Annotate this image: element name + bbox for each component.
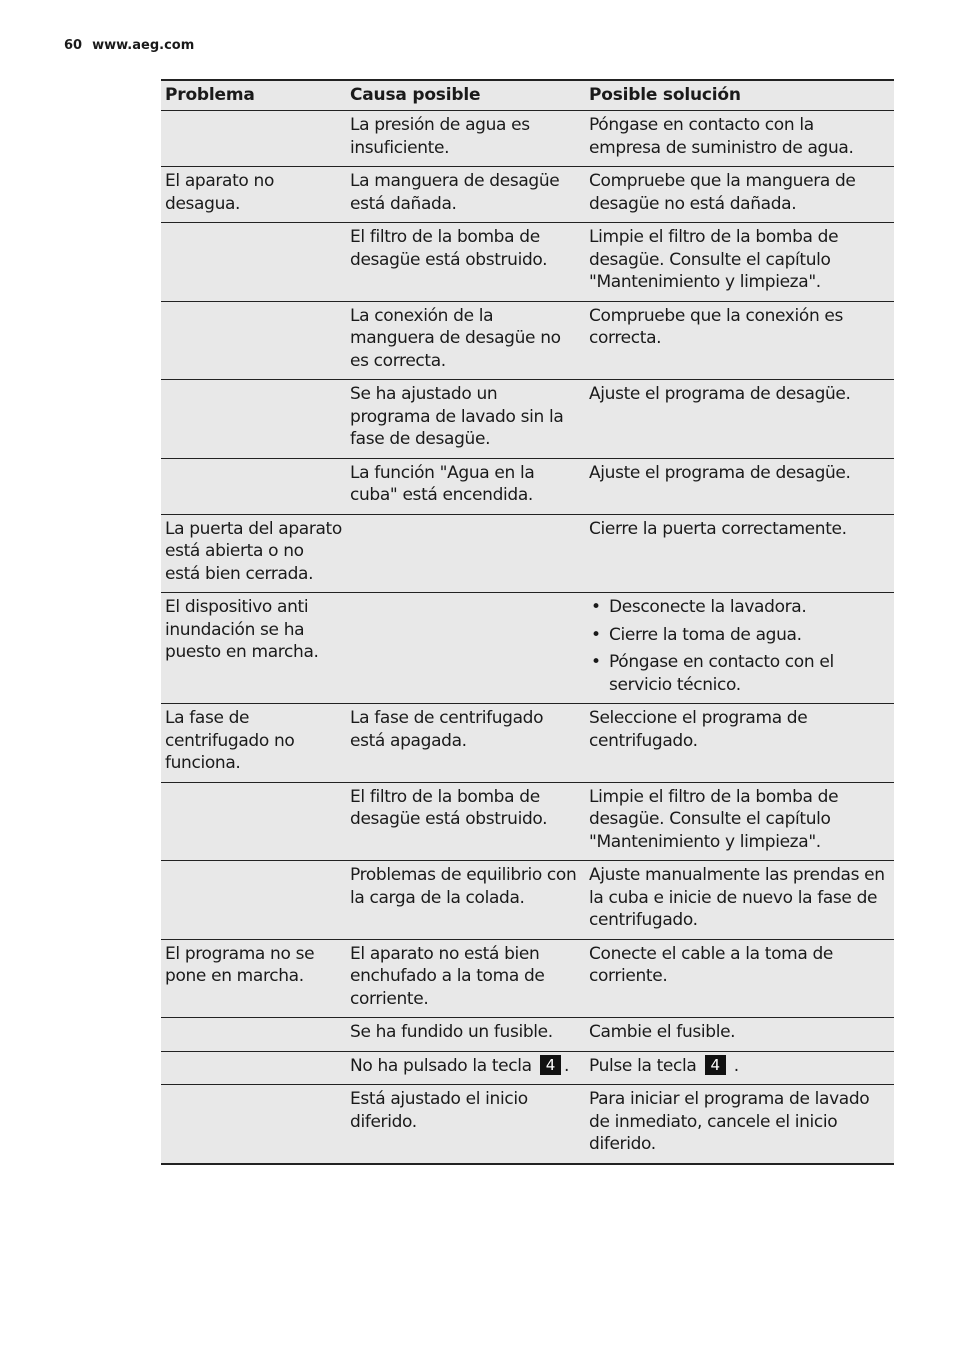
cause-cell: El filtro de la bomba de desagüe está obstruido. xyxy=(346,782,585,861)
problem-cell xyxy=(161,861,346,940)
problem-cell: El aparato no desagua. xyxy=(161,167,346,223)
problem-cell xyxy=(161,782,346,861)
page-header xyxy=(64,38,194,53)
problem-cell: La puerta del aparato está abierta o no está bien cerrada. xyxy=(161,514,346,593)
problem-cell xyxy=(161,380,346,459)
cause-cell xyxy=(346,593,585,704)
cause-cell: Está ajustado el inicio diferido. xyxy=(346,1085,585,1164)
table-row xyxy=(161,861,894,940)
page-number: 60 xyxy=(64,38,83,53)
bullet-item: • Desconecte la lavadora. xyxy=(591,597,807,617)
solution-cell: Para iniciar el programa de lavado de inmediato, cancele el inicio diferido. xyxy=(585,1085,894,1164)
solution-cell: Cambie el fusible. xyxy=(585,1018,894,1052)
problem-cell xyxy=(161,223,346,302)
bullet-item: • Cierre la toma de agua. xyxy=(591,624,802,645)
table-row xyxy=(161,458,894,514)
column-header-solution: Posible solución xyxy=(585,80,894,111)
solution-cell: Póngase en contacto con la empresa de suministro de agua. xyxy=(585,111,894,167)
cause-cell: La función "Agua en la cuba" está encendida. xyxy=(346,458,585,514)
cause-cell: Se ha ajustado un programa de lavado sin la fase de desagüe. xyxy=(346,380,585,459)
solution-cell: Ajuste el programa de desagüe. xyxy=(585,458,894,514)
solution-cell: Cierre la puerta correctamente. xyxy=(585,514,894,593)
table-row xyxy=(161,223,894,302)
bullet-item: • Póngase en contacto con el servicio técnico. xyxy=(591,652,834,695)
table-row xyxy=(161,1018,894,1052)
problem-cell xyxy=(161,458,346,514)
problem-cell: El dispositivo anti inundación se ha puesto en marcha. xyxy=(161,593,346,704)
column-header-cause: Causa posible xyxy=(346,80,585,111)
table-row xyxy=(161,301,894,380)
solution-cell: Limpie el filtro de la bomba de desagüe. Consulte el capítulo "Mantenimiento y limpieza". xyxy=(585,223,894,302)
solution-cell: Seleccione el programa de centrifugado. xyxy=(585,704,894,783)
bullet-icon: • xyxy=(591,597,601,617)
bullet-icon: • xyxy=(591,652,601,672)
solution-cell: Limpie el filtro de la bomba de desagüe. Consulte el capítulo "Mantenimiento y limpieza". xyxy=(585,782,894,861)
solution-cell: Pulse la tecla 4 . xyxy=(585,1051,894,1085)
cause-cell: La fase de centrifugado está apagada. xyxy=(346,704,585,783)
cause-cell: No ha pulsado la tecla 4 . xyxy=(346,1051,585,1085)
table-row xyxy=(161,593,894,704)
site-url: www.aeg.com xyxy=(92,38,195,53)
problem-cell xyxy=(161,301,346,380)
problem-cell xyxy=(161,1018,346,1052)
table-row xyxy=(161,167,894,223)
problem-cell xyxy=(161,1085,346,1164)
cause-cell: El aparato no está bien enchufado a la toma de corriente. xyxy=(346,939,585,1018)
cause-cell xyxy=(346,514,585,593)
cause-cell: La presión de agua es insuficiente. xyxy=(346,111,585,167)
cause-cell: La conexión de la manguera de desagüe no es correcta. xyxy=(346,301,585,380)
solution-cell: Compruebe que la manguera de desagüe no está dañada. xyxy=(585,167,894,223)
table-row xyxy=(161,782,894,861)
solution-cell: Ajuste el programa de desagüe. xyxy=(585,380,894,459)
table-row xyxy=(161,380,894,459)
problem-cell xyxy=(161,111,346,167)
solution-cell: Compruebe que la conexión es correcta. xyxy=(585,301,894,380)
key-4-icon: 4 xyxy=(540,1055,561,1075)
solution-cell: Conecte el cable a la toma de corriente. xyxy=(585,939,894,1018)
problem-cell: El programa no se pone en marcha. xyxy=(161,939,346,1018)
table-header-row xyxy=(161,80,894,111)
bullet-icon: • xyxy=(591,624,601,645)
table-row xyxy=(161,704,894,783)
solution-cell xyxy=(585,593,894,704)
solution-cell: Ajuste manualmente las prendas en la cuba e inicie de nuevo la fase de centrifugado. xyxy=(585,861,894,940)
table-row xyxy=(161,514,894,593)
cause-cell: La manguera de desagüe está dañada. xyxy=(346,167,585,223)
solution-bullet-list xyxy=(589,596,890,696)
problem-cell: La fase de centrifugado no funciona. xyxy=(161,704,346,783)
key-4-icon: 4 xyxy=(705,1055,726,1075)
table-row xyxy=(161,939,894,1018)
table-row xyxy=(161,1051,894,1085)
troubleshooting-table xyxy=(161,79,894,1165)
cause-cell: El filtro de la bomba de desagüe está obstruido. xyxy=(346,223,585,302)
cause-cell: Se ha fundido un fusible. xyxy=(346,1018,585,1052)
problem-cell xyxy=(161,1051,346,1085)
cause-cell: Problemas de equilibrio con la carga de la colada. xyxy=(346,861,585,940)
table-row xyxy=(161,111,894,167)
table-row xyxy=(161,1085,894,1164)
column-header-problem: Problema xyxy=(161,80,346,111)
